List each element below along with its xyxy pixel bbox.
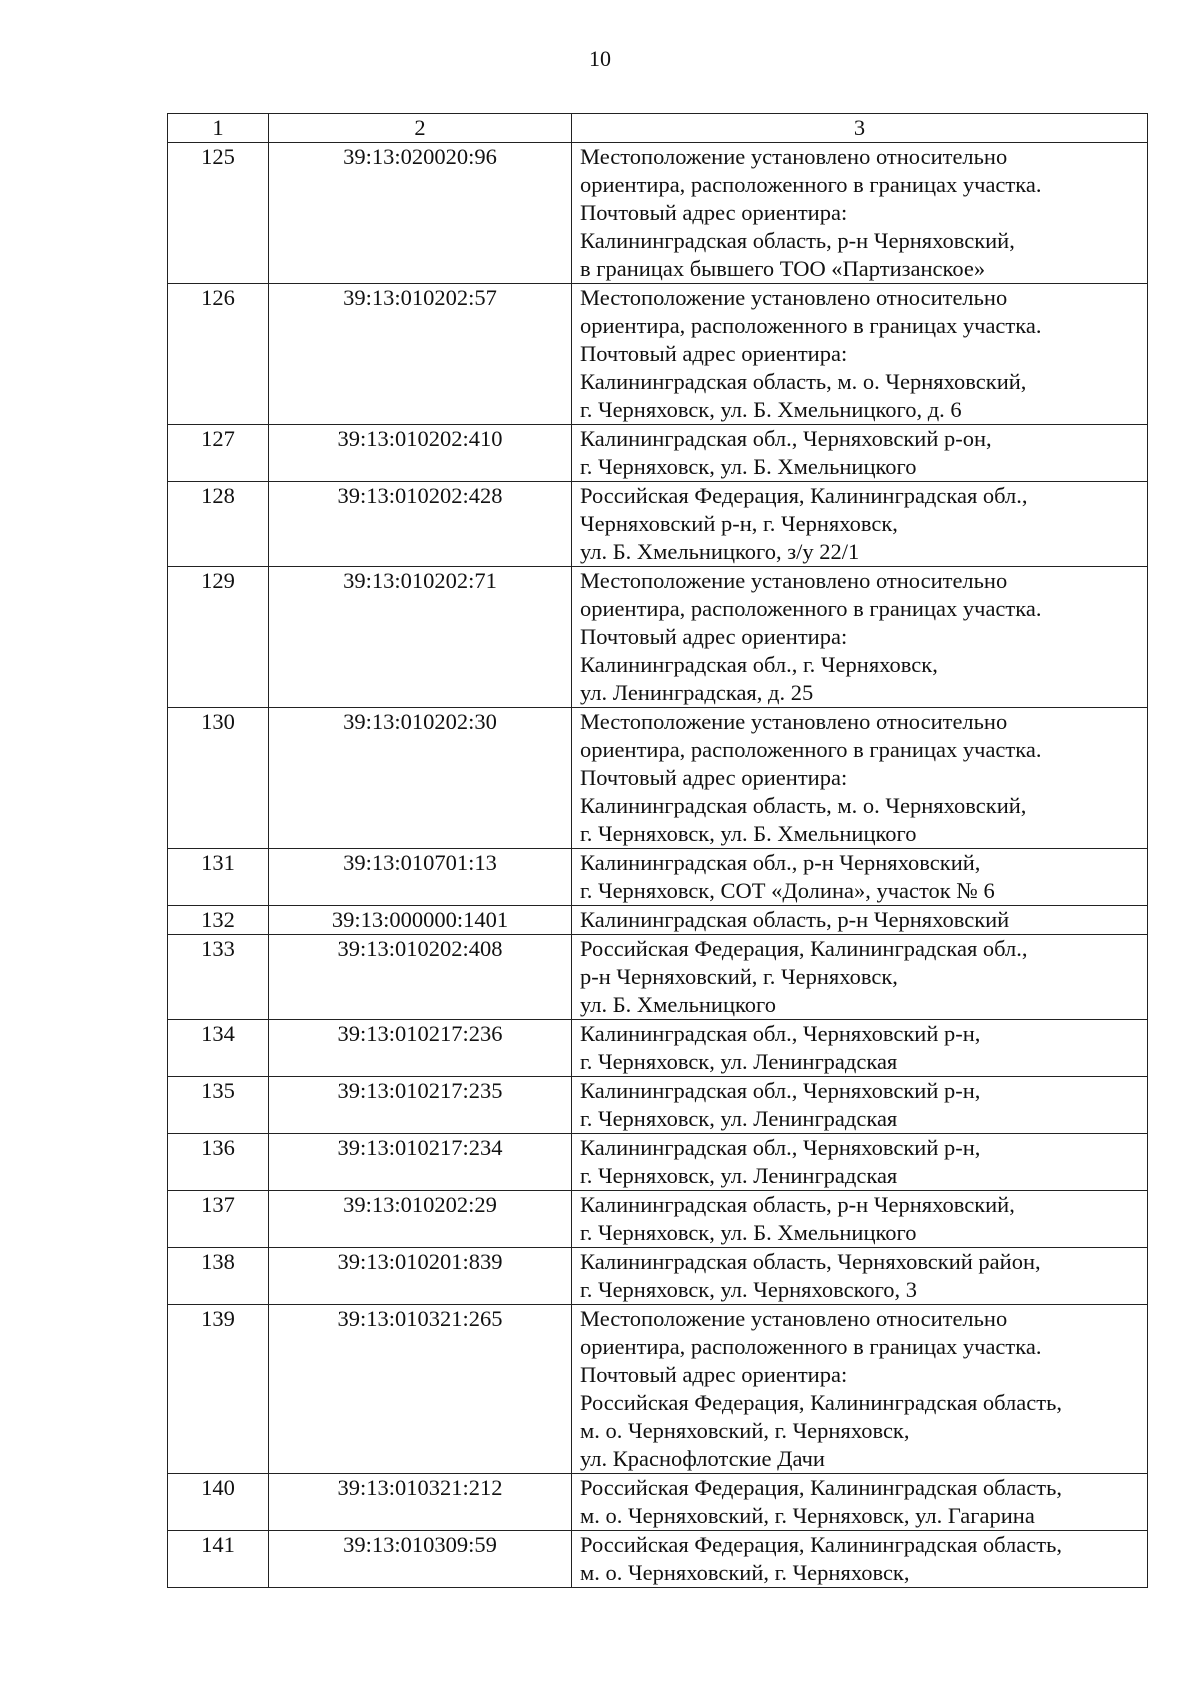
address-line: Калининградская обл., Черняховский р-он, (580, 426, 992, 451)
location-address (572, 143, 1148, 284)
row-number: 126 (168, 284, 269, 425)
location-address (572, 1020, 1148, 1077)
cadastral-number: 39:13:010201:839 (269, 1248, 572, 1305)
address-line: Российская Федерация, Калининградская обл., (580, 936, 1028, 961)
address-line: в границах бывшего ТОО «Партизанское» (580, 256, 986, 281)
table-row (168, 906, 1148, 935)
address-line: Калининградская область, м. о. Черняховский, (580, 369, 1027, 394)
table-row (168, 935, 1148, 1020)
location-address (572, 849, 1148, 906)
location-address (572, 906, 1148, 935)
address-line: м. о. Черняховский, г. Черняховск, (580, 1418, 910, 1443)
location-address (572, 425, 1148, 482)
address-line: Калининградская обл., г. Черняховск, (580, 652, 938, 677)
cadastral-number: 39:13:000000:1401 (269, 906, 572, 935)
location-address (572, 567, 1148, 708)
row-number: 131 (168, 849, 269, 906)
row-number: 138 (168, 1248, 269, 1305)
address-line: Почтовый адрес ориентира: (580, 1362, 848, 1387)
address-line: Местоположение установлено относительно (580, 1306, 1008, 1331)
address-line: ориентира, расположенного в границах участка. (580, 596, 1042, 621)
address-line: ул. Б. Хмельницкого, з/у 22/1 (580, 539, 860, 564)
address-line: г. Черняховск, ул. Б. Хмельницкого (580, 821, 917, 846)
cadastral-number: 39:13:010202:410 (269, 425, 572, 482)
table-row (168, 284, 1148, 425)
table-row (168, 1474, 1148, 1531)
address-line: Российская Федерация, Калининградская область, (580, 1390, 1062, 1415)
row-number: 127 (168, 425, 269, 482)
address-line: Местоположение установлено относительно (580, 144, 1008, 169)
location-address (572, 935, 1148, 1020)
address-line: м. о. Черняховский, г. Черняховск, ул. Гагарина (580, 1503, 1035, 1528)
row-number: 141 (168, 1531, 269, 1588)
location-address (572, 1191, 1148, 1248)
table-row (168, 1020, 1148, 1077)
address-line: г. Черняховск, ул. Б. Хмельницкого (580, 454, 917, 479)
cadastral-number: 39:13:010202:71 (269, 567, 572, 708)
address-line: р-н Черняховский, г. Черняховск, (580, 964, 898, 989)
address-line: г. Черняховск, ул. Б. Хмельницкого, д. 6 (580, 397, 962, 422)
table-row (168, 425, 1148, 482)
address-line: ул. Краснофлотские Дачи (580, 1446, 825, 1471)
cadastral-number: 39:13:010217:234 (269, 1134, 572, 1191)
address-line: г. Черняховск, ул. Б. Хмельницкого (580, 1220, 917, 1245)
table-row (168, 1305, 1148, 1474)
address-line: Российская Федерация, Калининградская область, (580, 1475, 1062, 1500)
address-line: Российская Федерация, Калининградская область, (580, 1532, 1062, 1557)
table-row (168, 1248, 1148, 1305)
row-number: 137 (168, 1191, 269, 1248)
address-line: Почтовый адрес ориентира: (580, 765, 848, 790)
address-line: м. о. Черняховский, г. Черняховск, (580, 1560, 910, 1585)
row-number: 125 (168, 143, 269, 284)
address-line: Калининградская обл., Черняховский р-н, (580, 1078, 981, 1103)
cadastral-number: 39:13:010217:236 (269, 1020, 572, 1077)
row-number: 139 (168, 1305, 269, 1474)
row-number: 130 (168, 708, 269, 849)
address-line: ориентира, расположенного в границах участка. (580, 737, 1042, 762)
cadastral-number: 39:13:010202:428 (269, 482, 572, 567)
location-address (572, 1134, 1148, 1191)
address-line: Калининградская обл., Черняховский р-н, (580, 1135, 981, 1160)
address-line: Российская Федерация, Калининградская обл., (580, 483, 1028, 508)
address-line: ориентира, расположенного в границах участка. (580, 1334, 1042, 1359)
address-line: Калининградская обл., р-н Черняховский, (580, 850, 981, 875)
row-number: 128 (168, 482, 269, 567)
table-row (168, 708, 1148, 849)
address-line: Местоположение установлено относительно (580, 709, 1008, 734)
row-number: 134 (168, 1020, 269, 1077)
address-line: г. Черняховск, ул. Ленинградская (580, 1049, 898, 1074)
table-header-row (168, 114, 1148, 143)
address-line: Калининградская область, р-н Черняховский, (580, 228, 1015, 253)
row-number: 129 (168, 567, 269, 708)
address-line: ориентира, расположенного в границах участка. (580, 313, 1042, 338)
row-number: 135 (168, 1077, 269, 1134)
row-number: 133 (168, 935, 269, 1020)
table-row (168, 1531, 1148, 1588)
table-row (168, 1134, 1148, 1191)
row-number: 136 (168, 1134, 269, 1191)
table-row (168, 143, 1148, 284)
address-line: Почтовый адрес ориентира: (580, 624, 848, 649)
page-number: 10 (589, 46, 611, 71)
address-line: Калининградская область, Черняховский район, (580, 1249, 1041, 1274)
address-line: Почтовый адрес ориентира: (580, 341, 848, 366)
address-line: Черняховский р-н, г. Черняховск, (580, 511, 898, 536)
address-line: Калининградская обл., Черняховский р-н, (580, 1021, 981, 1046)
address-line: ориентира, расположенного в границах участка. (580, 172, 1042, 197)
table-row (168, 567, 1148, 708)
location-address (572, 482, 1148, 567)
address-line: Калининградская область, р-н Черняховский, (580, 1192, 1015, 1217)
cadastral-number: 39:13:010701:13 (269, 849, 572, 906)
cadastral-number: 39:13:010202:30 (269, 708, 572, 849)
location-address (572, 1531, 1148, 1588)
table-row (168, 1191, 1148, 1248)
address-line: г. Черняховск, ул. Черняховского, 3 (580, 1277, 918, 1302)
address-line: ул. Ленинградская, д. 25 (580, 680, 814, 705)
address-line: Местоположение установлено относительно (580, 568, 1008, 593)
address-line: Местоположение установлено относительно (580, 285, 1008, 310)
location-address (572, 708, 1148, 849)
cadastral-number: 39:13:010217:235 (269, 1077, 572, 1134)
address-line: ул. Б. Хмельницкого (580, 992, 776, 1017)
address-line: Калининградская область, м. о. Черняховский, (580, 793, 1027, 818)
location-address (572, 284, 1148, 425)
location-address (572, 1474, 1148, 1531)
location-address (572, 1248, 1148, 1305)
table-row (168, 482, 1148, 567)
cadastral-number: 39:13:010202:29 (269, 1191, 572, 1248)
column-header-2: 2 (269, 114, 572, 143)
column-header-3: 3 (572, 114, 1148, 143)
table-row (168, 1077, 1148, 1134)
cadastral-number: 39:13:010321:212 (269, 1474, 572, 1531)
row-number: 140 (168, 1474, 269, 1531)
column-header-1: 1 (168, 114, 269, 143)
cadastral-number: 39:13:010309:59 (269, 1531, 572, 1588)
cadastral-number: 39:13:020020:96 (269, 143, 572, 284)
land-plot-table (167, 113, 1148, 1588)
address-line: г. Черняховск, ул. Ленинградская (580, 1163, 898, 1188)
address-line: г. Черняховск, ул. Ленинградская (580, 1106, 898, 1131)
table-row (168, 849, 1148, 906)
cadastral-number: 39:13:010202:408 (269, 935, 572, 1020)
location-address (572, 1077, 1148, 1134)
cadastral-number: 39:13:010321:265 (269, 1305, 572, 1474)
row-number: 132 (168, 906, 269, 935)
location-address (572, 1305, 1148, 1474)
address-line: Калининградская область, р-н Черняховский (580, 907, 1010, 932)
cadastral-number: 39:13:010202:57 (269, 284, 572, 425)
address-line: Почтовый адрес ориентира: (580, 200, 848, 225)
address-line: г. Черняховск, СОТ «Долина», участок № 6 (580, 878, 995, 903)
